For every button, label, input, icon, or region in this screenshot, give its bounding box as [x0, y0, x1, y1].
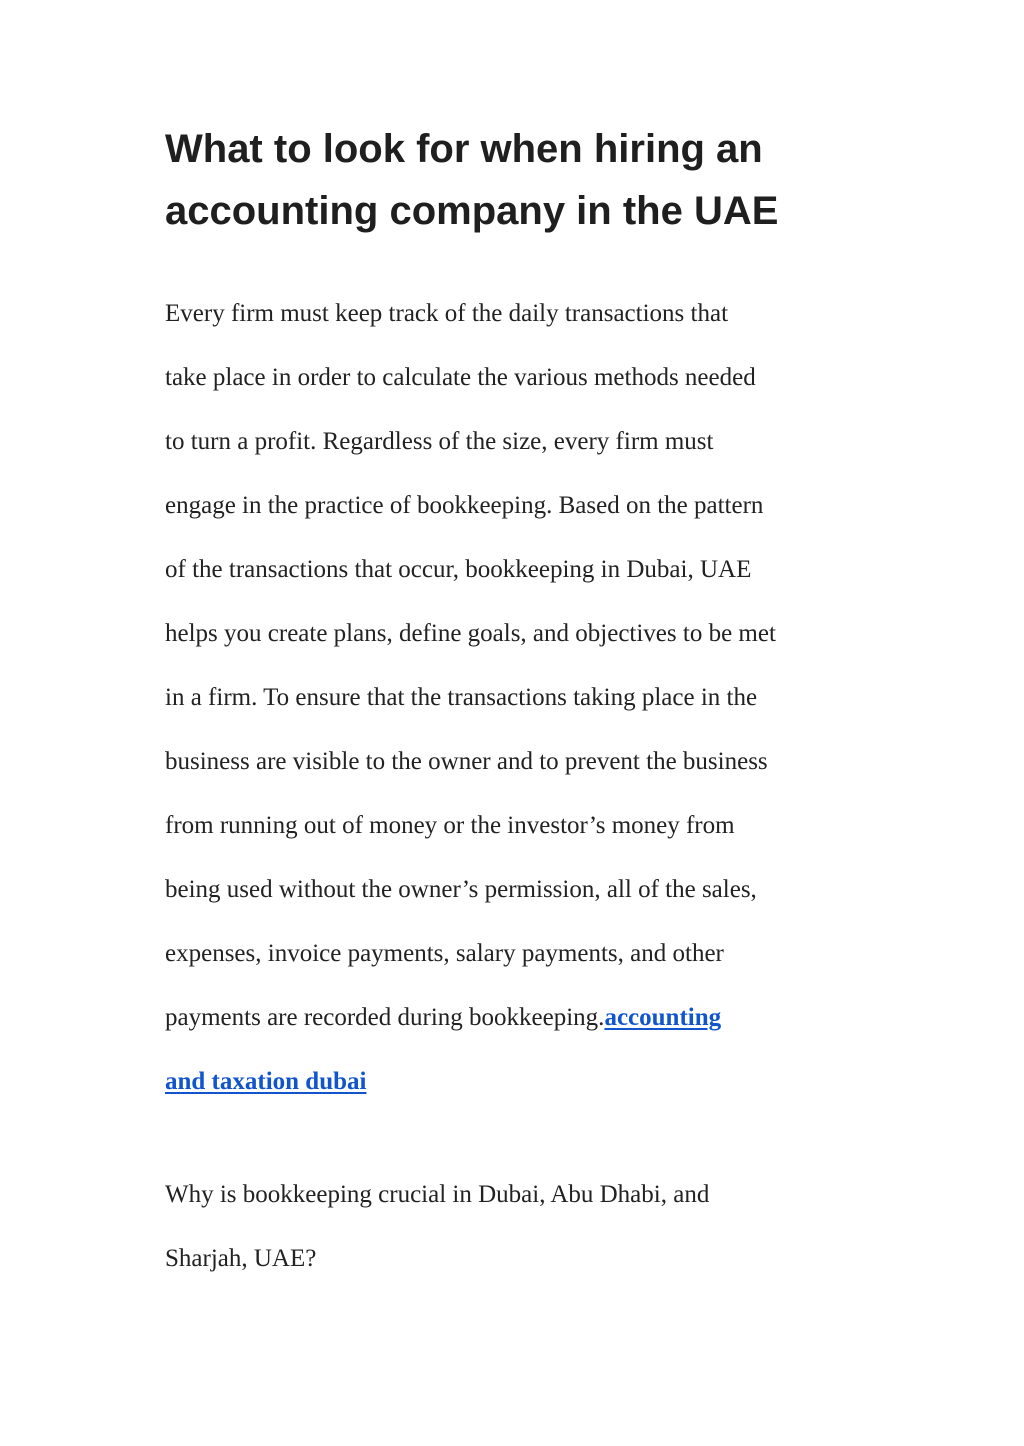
paragraph-line: payments are recorded during bookkeeping.: [165, 1004, 605, 1031]
accounting-taxation-link-continued[interactable]: and taxation dubai: [165, 1068, 367, 1095]
title-line: accounting company in the UAE: [165, 189, 779, 233]
paragraph-line: being used without the owner’s permission, all of the sales,: [165, 876, 757, 903]
paragraph-line: helps you create plans, define goals, and objectives to be met: [165, 620, 776, 647]
paragraph-line: of the transactions that occur, bookkeeping in Dubai, UAE: [165, 556, 752, 583]
paragraph-line: to turn a profit. Regardless of the size, every firm must: [165, 428, 714, 455]
paragraph-line: in a firm. To ensure that the transactions taking place in the: [165, 684, 758, 711]
intro-paragraph: [165, 282, 885, 1114]
title-line: What to look for when hiring an: [165, 127, 763, 171]
paragraph-line: take place in order to calculate the various methods needed: [165, 364, 756, 391]
paragraph-line-with-link: [165, 1050, 885, 1114]
bookkeeping-question-paragraph: [165, 1163, 885, 1291]
accounting-taxation-link[interactable]: accounting: [604, 1004, 722, 1031]
paragraph-line: engage in the practice of bookkeeping. Based on the pattern: [165, 492, 764, 519]
document-title: [165, 118, 885, 242]
paragraph-line: Every firm must keep track of the daily transactions that: [165, 300, 729, 327]
paragraph-line: business are visible to the owner and to prevent the business: [165, 748, 768, 775]
paragraph-line: Sharjah, UAE?: [165, 1245, 317, 1272]
paragraph-line-with-link: [165, 986, 885, 1050]
paragraph-line: expenses, invoice payments, salary payments, and other: [165, 940, 724, 967]
paragraph-line: Why is bookkeeping crucial in Dubai, Abu Dhabi, and: [165, 1181, 710, 1208]
paragraph-line: from running out of money or the investor’s money from: [165, 812, 735, 839]
